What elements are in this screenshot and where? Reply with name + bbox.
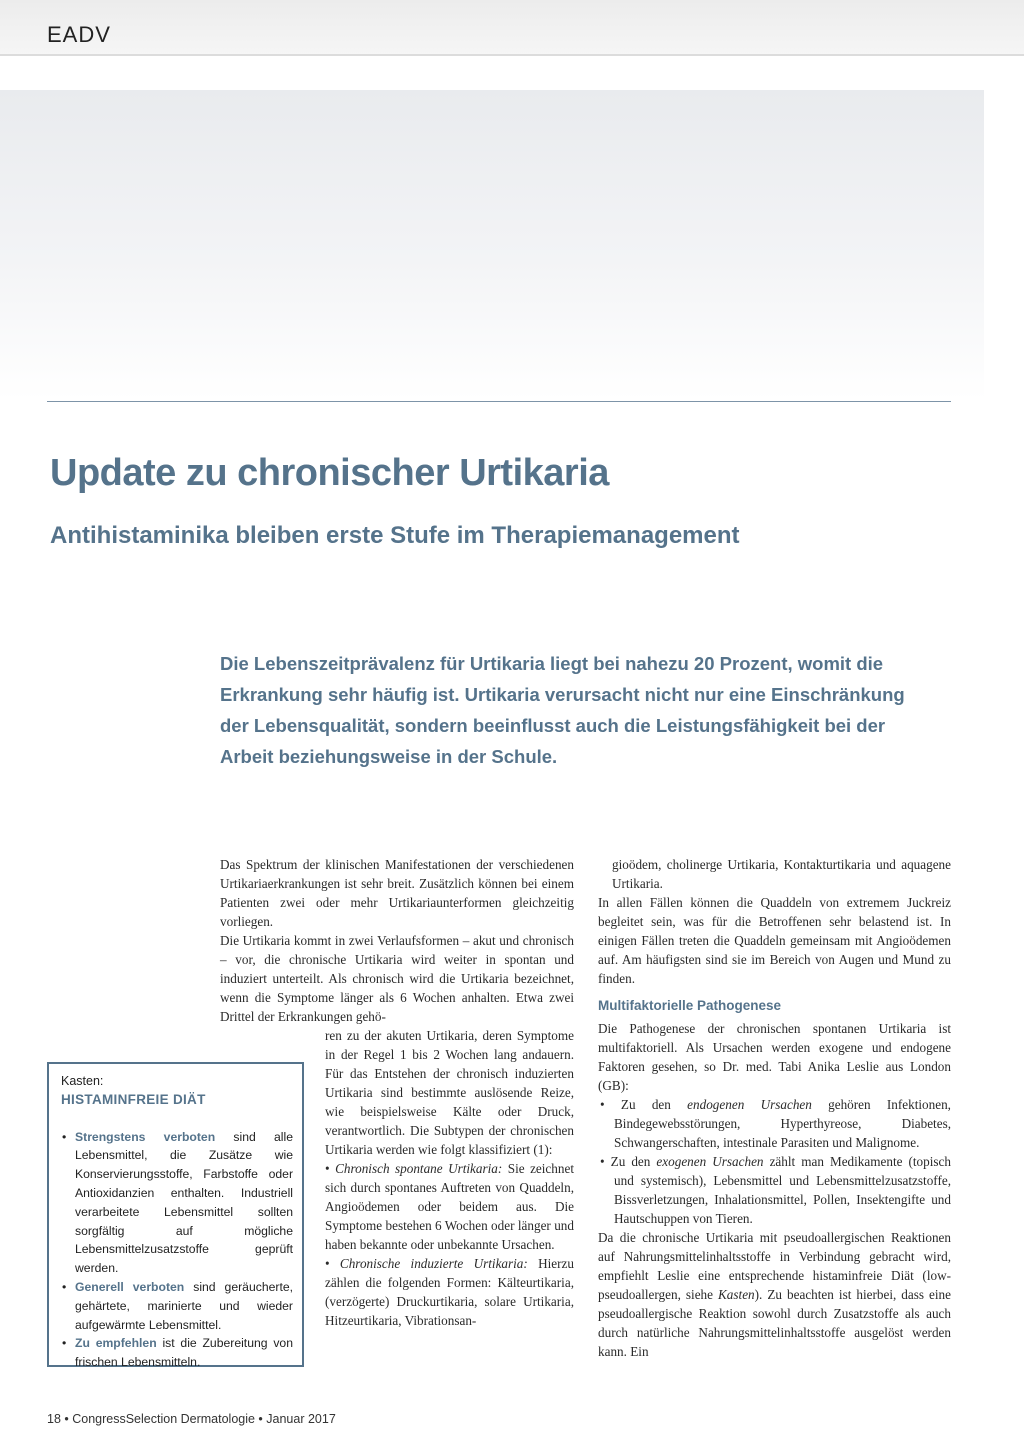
- text: Da die chronische Urtikaria mit pseudoallergischen Reaktionen auf Nahrungsmittelinhaltsstoffe in Verbindung gebracht wird, empfiehlt Leslie eine entsprechende histaminfreie Diät (low-pseudoallergen, siehe: [598, 1230, 951, 1302]
- article-subtitle: Antihistaminika bleiben erste Stufe im Therapiemanagement: [50, 522, 740, 549]
- list-item-text: Zu den: [610, 1154, 657, 1169]
- highlight: Zu empfehlen: [75, 1336, 157, 1351]
- list-item-text: Sie zeichnet sich durch spontanes Auftreten von Quaddeln, Angioödemen oder beidem aus. Die Symptome bestehen 6 Wochen oder länger und haben bekannte oder unbekannte Ursachen.: [325, 1161, 574, 1252]
- info-box: [47, 1062, 304, 1370]
- paragraph-continued: gioödem, cholinerge Urtikaria, Kontakturtikaria und aquagene Urtikaria.: [612, 857, 951, 891]
- hero-divider: [47, 401, 951, 402]
- list-item: [61, 1278, 293, 1334]
- hero-image-area: [0, 90, 984, 400]
- box-list: [61, 1128, 293, 1372]
- section-heading: Multifaktorielle Pathogenese: [598, 998, 782, 1013]
- article-lead: Die Lebenszeitprävalenz für Urtikaria liegt bei nahezu 20 Prozent, womit die Erkrankung sehr häufig ist. Urtikaria verursacht nicht nur eine Einschränkung der Lebensqualität, sondern beeinflusst auch die Leistungsfähigkeit bei der Arbeit beziehungsweise in der Schule.: [220, 653, 905, 767]
- box-kicker: Kasten:: [61, 1074, 104, 1088]
- column-1-top: [220, 855, 574, 1026]
- paragraph: Die Urtikaria kommt in zwei Verlaufsformen – akut und chronisch – vor, die chronische Urtikaria wird weiter in spontan und induziert unterteilt. Als chronisch wird die Urtikaria bezeichnet, wenn die Symptome länger als 6 Wochen anhalten. Etwa zwei Drittel der Erkrankungen gehö-: [220, 933, 574, 1024]
- section-label: EADV: [47, 22, 111, 47]
- term: endogenen Ursachen: [687, 1097, 812, 1112]
- paragraph: ren zu der akuten Urtikaria, deren Symptome in der Regel 1 bis 2 Wochen lang andauern. Für das Entstehen der chronisch induzierten Urtikaria sind bestimmte auslösende Reize, wie beispielsweise Kälte oder Druck, verantwortlich. Die Subtypen der chronischen Urtikaria werden wie folgt klassifiziert (1):: [325, 1028, 574, 1157]
- paragraph: [598, 1228, 951, 1361]
- list-item: • Chronische induzierte Urtikaria: Hierzu zählen die folgenden Formen: Kälteurtikaria, (verzögerte) Druckurtikaria, solare Urtikaria, Hitzeurtikaria, Vibrationsan-: [325, 1256, 574, 1328]
- list-item: • Chronisch spontane Urtikaria: Sie zeichnet sich durch spontanes Auftreten von Quaddeln, Angioödemen oder beidem aus. Die Symptome bestehen 6 Wochen oder länger und haben bekannte oder unbekannte Ursachen.: [325, 1161, 574, 1252]
- header-divider: [0, 54, 1024, 56]
- paragraph: Das Spektrum der klinischen Manifestationen der verschiedenen Urtikariaerkrankungen ist sehr breit. Zusätzlich können bei einem Patienten zwei oder mehr Urtikariaunterformen gleichzeitig vorliegen.: [220, 857, 574, 929]
- paragraph: Die Pathogenese der chronischen spontanen Urtikaria ist multifaktoriell. Als Ursachen werden exogene und endogene Faktoren gesehen, so Dr. med. Tabi Anika Leslie aus London (GB):: [598, 1021, 951, 1093]
- list-item: [61, 1334, 293, 1372]
- list-item-text: ist die Zubereitung von frischen Lebensmitteln.: [75, 1336, 293, 1370]
- bullet-icon: •: [62, 1129, 67, 1144]
- column-1-bottom: [325, 1026, 574, 1330]
- article-title: Update zu chronischer Urtikaria: [50, 452, 609, 494]
- list-item-text: zählt man Medikamente (topisch und systemisch), Lebensmittel und Lebensmittelzusatzstoffe, Bissverletzungen, Inhalationsmittel, Pollen, Insektengifte und Hautschuppen von Tieren.: [614, 1154, 951, 1226]
- list-item-text: gehören Infektionen, Bindegewebsstörungen, Hyperthyreose, Diabetes, Schwangerschaften, intestinale Parasiten und Malignome.: [614, 1097, 951, 1150]
- list-item: [61, 1128, 293, 1278]
- term: Kasten: [718, 1287, 755, 1302]
- page-footer: 18 • CongressSelection Dermatologie • Januar 2017: [47, 1412, 336, 1426]
- list-item-text: sind alle Lebensmittel, die Zusätze wie Konservierungsstoffe, Farbstoffe oder Antioxidanzien enthalten. Industriell verarbeitete Lebensmittel sollten sorgfältig auf mögliche Lebensmittelzusatzstoffe geprüft werden.: [75, 1129, 293, 1276]
- list-item: • Zu den endogenen Ursachen gehören Infektionen, Bindegewebsstörungen, Hyperthyreose, Diabetes, Schwangerschaften, intestinale Parasiten und Malignome.: [600, 1097, 951, 1150]
- column-2: [598, 855, 951, 1361]
- term: Chronische induzierte Urtikaria:: [339, 1256, 528, 1271]
- highlight: Strengstens verboten: [75, 1129, 216, 1144]
- paragraph: In allen Fällen können die Quaddeln von extremem Juckreiz begleitet sein, was für die Betroffenen sehr belastend ist. In einigen Fällen treten die Quaddeln gemeinsam mit Angioödemen auf. Am häufigsten sind sie im Bereich von Augen und Mund zu finden.: [598, 895, 951, 986]
- bullet-icon: •: [62, 1279, 67, 1294]
- bullet-icon: •: [62, 1336, 67, 1351]
- list-item: • Zu den exogenen Ursachen zählt man Medikamente (topisch und systemisch), Lebensmittel und Lebensmittelzusatzstoffe, Bissverletzungen, Inhalationsmittel, Pollen, Insektengifte und Hautschuppen von Tieren.: [600, 1154, 951, 1226]
- list-item-text: Hierzu zählen die folgenden Formen: Kälteurtikaria, (verzögerte) Druckurtikaria, solare Urtikaria, Hitzeurtikaria, Vibrationsan-: [325, 1256, 574, 1328]
- box-title: HISTAMINFREIE DIÄT: [61, 1091, 206, 1107]
- highlight: Generell verboten: [75, 1279, 185, 1294]
- list-item-text: Zu den: [620, 1097, 688, 1112]
- text: ). Zu beachten ist hierbei, dass eine pseudoallergische Reaktion sowohl durch Zusatzstoffe als auch durch natürliche Nahrungsmittelinhaltsstoffe ausgelöst werden kann. Ein: [598, 1287, 951, 1359]
- term: exogenen Ursachen: [656, 1154, 764, 1169]
- term: Chronisch spontane Urtikaria:: [335, 1161, 503, 1176]
- list-item-text: sind geräucherte, gehärtete, marinierte und wieder aufgewärmte Lebensmittel.: [75, 1279, 293, 1332]
- header-bar: [0, 0, 1024, 56]
